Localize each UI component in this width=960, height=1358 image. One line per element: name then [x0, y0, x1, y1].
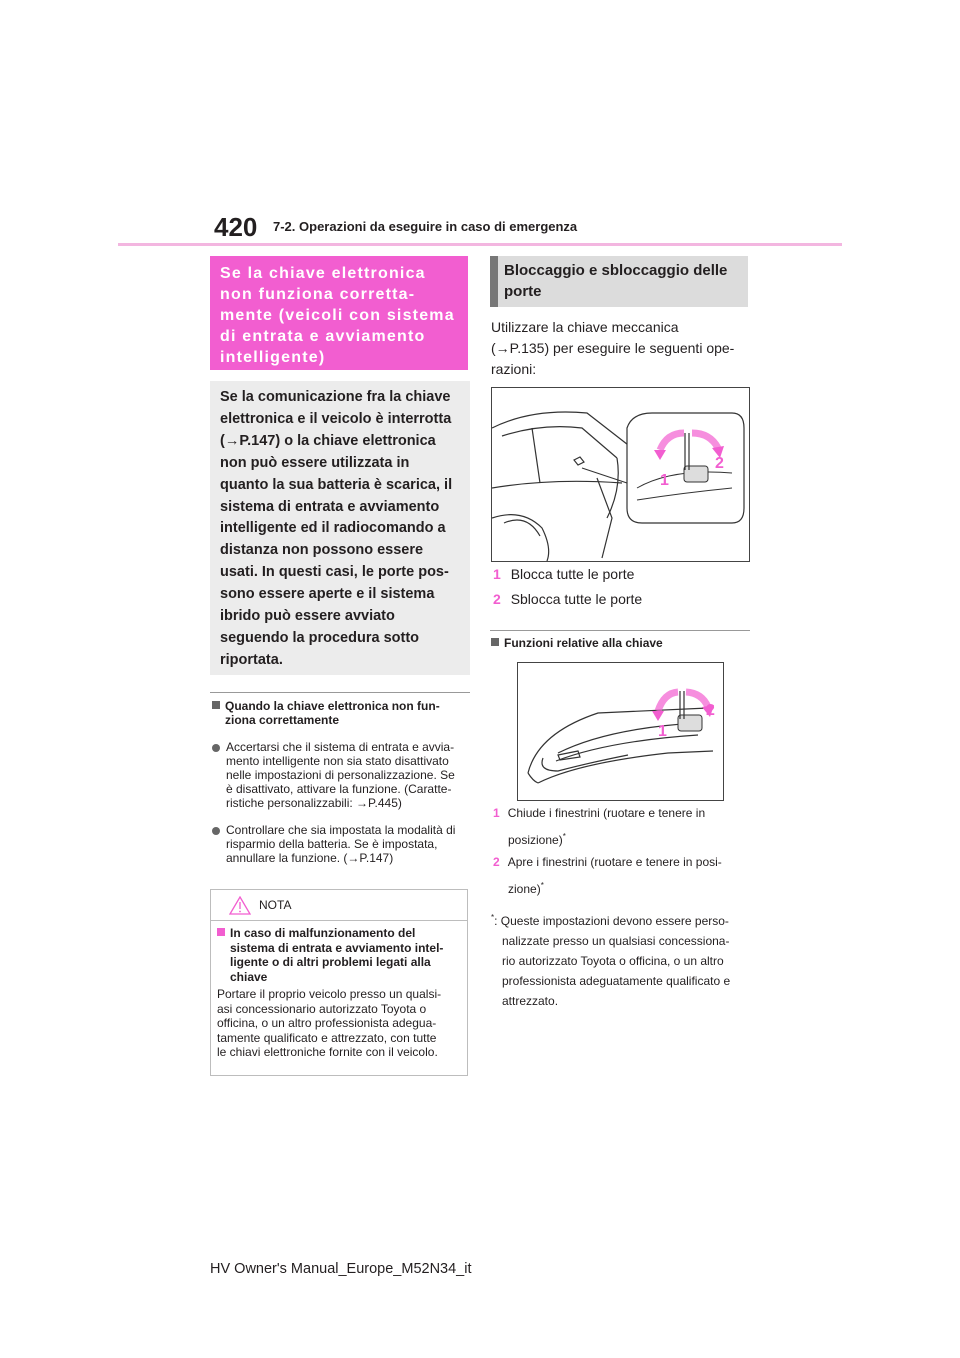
bullet-dot-icon	[212, 744, 220, 752]
key-functions-illustration	[517, 662, 724, 801]
section-title-box	[210, 256, 468, 370]
intro-line: riportata.	[220, 651, 283, 668]
bullet-dot-icon	[212, 827, 220, 835]
step-item: 2 Apre i finestrini (ruotare e tenere in posi- zione)*	[493, 855, 722, 896]
door-lock-illustration	[491, 387, 750, 562]
chapter-title: 7-2. Operazioni da eseguire in caso di emergenza	[273, 219, 578, 234]
heading-bar	[490, 256, 498, 307]
section-title-line: non funziona corretta-	[220, 286, 416, 303]
intro-line: usati. In questi casi, le porte pos-	[220, 564, 449, 581]
square-bullet-icon	[217, 928, 225, 936]
square-bullet-icon	[491, 638, 499, 646]
figure-callout-1: 1	[660, 472, 669, 489]
divider	[210, 692, 470, 693]
intro-line: sono essere aperte e il sistema	[220, 586, 435, 603]
bullet-item: Accertarsi che il sistema di entrata e avvia- mento intelligente non sia stato disattivato nelle impostazioni di personalizzazione. Se è disattivato, attivare la funzione. (Caratte- ristiche personalizzabili: →P.445)	[212, 740, 484, 810]
section-heading	[490, 256, 748, 307]
section-title-line: mente (veicoli con sistema	[220, 307, 455, 324]
note-label: NOTA	[259, 898, 292, 912]
intro-line: elettronica e il veicolo è interrotta	[220, 410, 452, 427]
bullet-item: Controllare che sia impostata la modalità di risparmio della batteria. Se è impostata, annullare la funzione. (→P.147)	[212, 823, 484, 865]
intro-line: non può essere utilizzata in	[220, 454, 410, 471]
intro-line: Se la comunicazione fra la chiave	[220, 389, 451, 405]
divider	[490, 630, 750, 631]
intro-line: (→P.147) o la chiave elettronica	[220, 432, 436, 449]
section-title-line: di entrata e avviamento	[220, 328, 426, 345]
intro-line: ibrido può essere avviato	[220, 608, 395, 625]
header-rule	[118, 243, 842, 246]
step-item: 1 Blocca tutte le porte	[493, 566, 635, 582]
intro-line: distanza non possono essere	[220, 542, 424, 559]
note-box	[210, 889, 468, 1076]
figure-callout-1: 1	[658, 723, 667, 740]
door-handle-image	[518, 663, 723, 800]
note-header	[211, 890, 467, 921]
figure-callout-2: 2	[706, 702, 715, 719]
section-title-line: Se la chiave elettronica	[220, 265, 426, 282]
intro-line: quanto la sua batteria è scarica, il	[220, 476, 453, 493]
note-text: Portare il proprio veicolo presso un qualsi- asi concessionario autorizzato Toyota o officina, o un altro professionista adegua- tamente qualificato e attrezzato, con tutte le chiavi elettroniche fornite con il veicolo.	[217, 987, 442, 1059]
door-intro: Utilizzare la chiave meccanica (→P.135) per eseguire le seguenti ope- razioni:	[491, 319, 735, 377]
footer-text: HV Owner's Manual_Europe_M52N34_it	[210, 1261, 472, 1277]
heading-line: Bloccaggio e sbloccaggio delle	[504, 262, 728, 279]
note-title: In caso di malfunzionamento del sistema di entrata e avviamento intel- ligente o di altri problemi legati alla chiave	[217, 926, 461, 984]
step-item: 2 Sblocca tutte le porte	[493, 591, 643, 607]
square-bullet-icon	[212, 701, 220, 709]
intro-line: sistema di entrata e avviamento	[220, 498, 440, 515]
heading-line: porte	[504, 283, 542, 300]
car-door-image	[492, 388, 749, 561]
subheading: Funzioni relative alla chiave	[491, 636, 663, 650]
page-number: 420	[214, 212, 258, 242]
intro-line: seguendo la procedura sotto	[220, 629, 419, 646]
intro-line: intelligente ed il radiocomando a	[220, 520, 446, 537]
footnote: *: Queste impostazioni devono essere perso- nalizzate presso un qualsiasi concessiona- rio autorizzato Toyota o officina, o un altro professionista adeguatamente qualificato e attrezzato.	[491, 913, 731, 1008]
subheading: Quando la chiave elettronica non fun- ziona correttamente	[212, 699, 470, 727]
note-body	[217, 926, 461, 1060]
figure-callout-2: 2	[715, 455, 724, 472]
step-item: 1 Chiude i finestrini (ruotare e tenere in posizione)*	[493, 806, 706, 847]
intro-box	[210, 381, 470, 675]
section-title-line: intelligente)	[220, 349, 326, 366]
warning-triangle-icon	[229, 896, 251, 915]
